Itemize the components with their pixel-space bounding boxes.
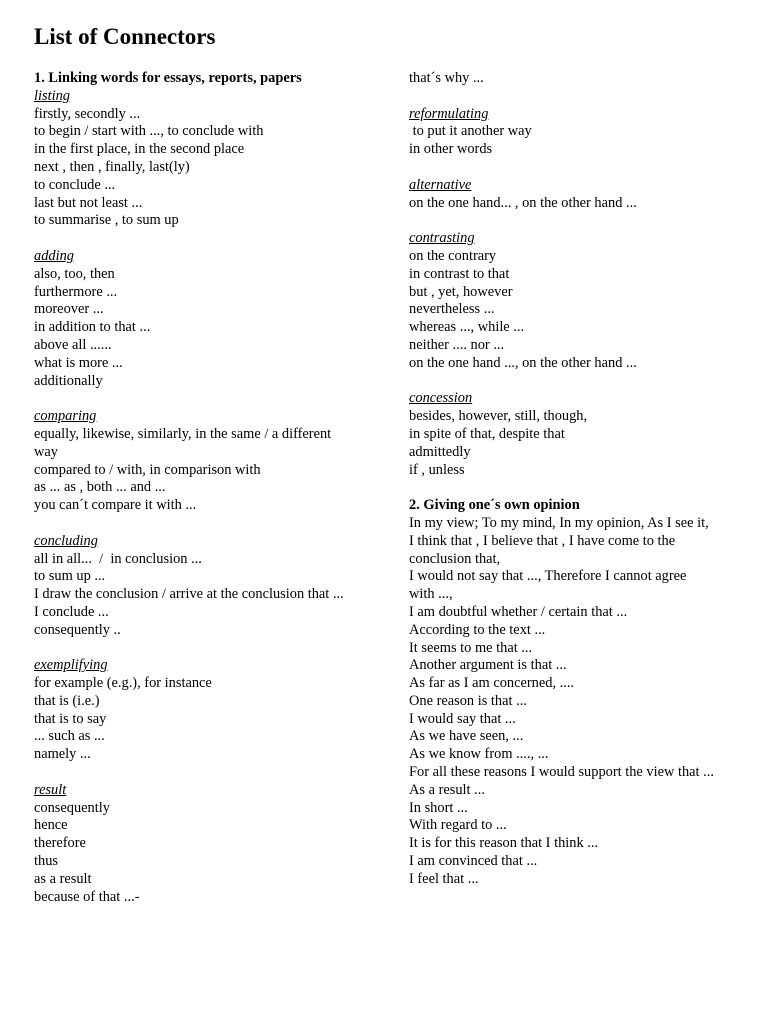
subsection-label: adding [34, 247, 74, 264]
connector-item: to sum up ... [34, 568, 106, 585]
connector-item: to put it another way [409, 123, 532, 140]
connector-item: on the one hand... , on the other hand ... [409, 194, 637, 211]
connector-item: nevertheless ... [409, 301, 495, 318]
connector-item: For all these reasons I would support the view that ... [409, 764, 714, 781]
connector-item: namely ... [34, 746, 91, 763]
connector-item: as a result [34, 870, 92, 887]
subsection-label: listing [34, 87, 70, 104]
connector-item: Another argument is that ... [409, 657, 567, 674]
connector-item: because of that ...- [34, 888, 140, 905]
connector-item: all in all... / in conclusion ... [34, 550, 202, 567]
connector-item: compared to / with, in comparison with [34, 461, 261, 478]
document-title: List of Connectors [34, 24, 216, 49]
connector-item: last but not least ... [34, 194, 143, 211]
connector-item: besides, however, still, though, [409, 408, 588, 425]
connector-item: furthermore ... [34, 283, 118, 300]
connector-item: As we know from ...., ... [409, 746, 549, 763]
connector-item: as ... as , both ... and ... [34, 479, 166, 496]
connector-item: to conclude ... [34, 176, 116, 193]
connector-item: I conclude ... [34, 603, 109, 620]
connector-item: that´s why ... [409, 70, 484, 86]
connector-item: if , unless [409, 461, 465, 478]
connector-item: I would not say that ..., Therefore I cannot agree [409, 568, 687, 585]
spacer [409, 373, 749, 391]
connector-item: hence [34, 817, 68, 834]
spacer [409, 159, 749, 177]
connector-item: what is more ... [34, 354, 123, 371]
connector-item: additionally [34, 372, 103, 389]
connector-item: I feel that ... [409, 870, 479, 887]
connector-item: in other words [409, 141, 493, 158]
connector-item: equally, likewise, similarly, in the same / a different [34, 425, 332, 442]
connector-item: I am convinced that ... [409, 853, 538, 870]
connector-item: next , then , finally, last(ly) [34, 158, 190, 175]
connector-item: neither .... nor ... [409, 336, 505, 353]
connector-item: firstly, secondly ... [34, 105, 141, 122]
connector-item: in addition to that ... [34, 319, 151, 336]
connector-item: that is (i.e.) [34, 692, 100, 709]
left-column [34, 70, 374, 906]
section-heading: 2. Giving one´s own opinion [409, 497, 580, 514]
connector-item: I would say that ... [409, 710, 516, 727]
connector-item: with ..., [409, 586, 453, 603]
subsection-label: result [34, 781, 67, 798]
spacer [34, 390, 374, 408]
connector-item: on the contrary [409, 247, 497, 264]
connector-item: In my view; To my mind, In my opinion, As I see it, [409, 514, 709, 531]
right-column [409, 70, 749, 889]
connector-item: thus [34, 853, 58, 870]
subsection-label: alternative [409, 176, 472, 193]
subsection-label: contrasting [409, 230, 475, 247]
subsection-label: comparing [34, 408, 97, 425]
spacer [34, 230, 374, 248]
connector-item: way [34, 443, 58, 460]
spacer [34, 515, 374, 533]
connector-item: therefore [34, 835, 86, 852]
connector-item: As a result ... [409, 781, 485, 798]
connector-item: also, too, then [34, 265, 115, 282]
subsection-label: reformulating [409, 105, 489, 122]
connector-item: I draw the conclusion / arrive at the conclusion that ... [34, 586, 344, 603]
spacer [34, 640, 374, 658]
spacer [409, 88, 749, 106]
connector-item: for example (e.g.), for instance [34, 675, 212, 692]
connector-item: consequently [34, 799, 110, 816]
connector-item: in spite of that, despite that [409, 425, 565, 442]
connector-item: whereas ..., while ... [409, 319, 525, 336]
connector-item: in the first place, in the second place [34, 141, 245, 158]
spacer [409, 212, 749, 230]
connector-item: In short ... [409, 799, 468, 816]
spacer [409, 479, 749, 497]
section-heading: 1. Linking words for essays, reports, papers [34, 70, 302, 86]
connector-item: With regard to ... [409, 817, 507, 834]
connector-item: that is to say [34, 710, 107, 727]
connector-item: in contrast to that [409, 265, 510, 282]
connector-item: ... such as ... [34, 728, 105, 745]
connector-item: It seems to me that ... [409, 639, 533, 656]
subsection-label: exemplifying [34, 657, 108, 674]
connector-item: but , yet, however [409, 283, 513, 300]
connector-item: above all ...... [34, 336, 112, 353]
connector-item: moreover ... [34, 301, 104, 318]
connector-item: I am doubtful whether / certain that ... [409, 603, 628, 620]
connector-item: consequently .. [34, 621, 121, 638]
connector-item: I think that , I believe that , I have come to the [409, 532, 676, 549]
connector-item: admittedly [409, 443, 471, 460]
connector-item: According to the text ... [409, 621, 546, 638]
connector-item: conclusion that, [409, 550, 501, 567]
connector-item: you can´t compare it with ... [34, 497, 197, 514]
spacer [34, 764, 374, 782]
connector-item: to begin / start with ..., to conclude with [34, 123, 264, 140]
connector-item: to summarise , to sum up [34, 212, 179, 229]
connector-item: on the one hand ..., on the other hand ... [409, 354, 637, 371]
connector-item: One reason is that ... [409, 692, 527, 709]
subsection-label: concluding [34, 532, 98, 549]
subsection-label: concession [409, 390, 473, 407]
connector-item: As far as I am concerned, .... [409, 675, 575, 692]
connector-item: It is for this reason that I think ... [409, 835, 599, 852]
connector-item: As we have seen, ... [409, 728, 524, 745]
